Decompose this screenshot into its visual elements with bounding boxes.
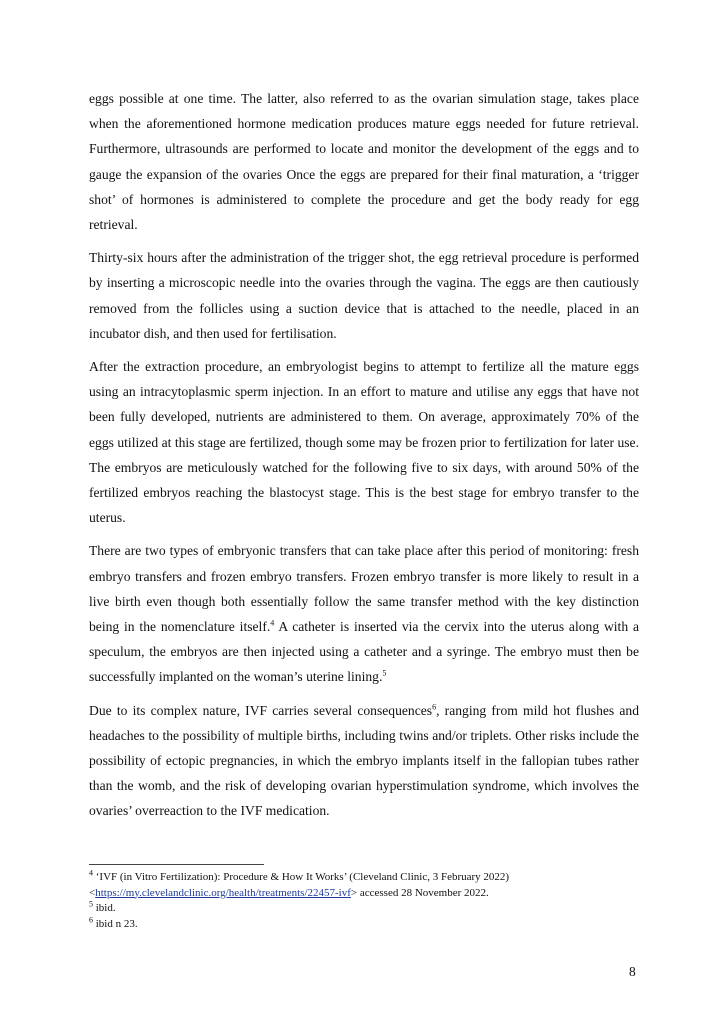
- paragraph-4-part-1: There are two types of embryonic transfers that can take place after this period of monitoring: fresh embryo transfers and frozen embryo transfers. Frozen embryo transfer is more likely to result in a live birth even though both essentially follow the same transfer method with the key distinction being in the nomenclature itself.: [89, 543, 639, 635]
- paragraph-2: Thirty-six hours after the administration of the trigger shot, the egg retrieval procedure is performed by inserting a microscopic needle into the ovaries through the vagina. The eggs are then cautiously removed from the follicles using a suction device that is attached to the needle, placed in an incubator dish, and then used for fertilisation.: [89, 250, 639, 341]
- footnote-6-text: ibid n 23.: [93, 917, 138, 930]
- paragraph-3: After the extraction procedure, an embryologist begins to attempt to fertilize all the mature eggs using an intracytoplasmic sperm injection. In an effort to mature and utilise any eggs that have not been fully developed, nutrients are administered to them. On average, approximately 70% of the eggs utilized at this stage are fertilized, though some may be frozen prior to fertilization for later use. The embryos are meticulously watched for the following five to six days, with around 50% of the fertilized embryos reaching the blastocyst stage. This is the best stage for embryo transfer to the uterus.: [89, 359, 639, 526]
- footnote-4-accessed: > accessed 28 November 2022.: [350, 886, 489, 899]
- footnote-6: [89, 914, 649, 933]
- footnote-4-text: ‘IVF (in Vitro Fertilization): Procedure & How It Works’ (Cleveland Clinic, 3 February 2022) <: [89, 871, 510, 899]
- footnote-ref-5[interactable]: 5: [382, 668, 387, 678]
- page-number: 8: [629, 964, 636, 979]
- body-text: [89, 86, 639, 832]
- footnote-4: [89, 870, 649, 901]
- footnote-separator: [89, 864, 264, 865]
- paragraph-5-part-2: , ranging from mild hot flushes and headaches to the possibility of multiple births, including twins and/or triplets. Other risks include the possibility of ectopic pregnancies, in which the embryo implants itself in the fallopian tubes rather than the womb, and the risk of developing ovarian hyperstimulation syndrome, which involves the ovaries’ overreaction to the IVF medication.: [89, 702, 639, 819]
- footnote-number: 4: [89, 868, 93, 878]
- footnotes: [89, 870, 649, 932]
- footnote-number: 6: [89, 914, 93, 924]
- footnote-5: [89, 901, 649, 917]
- paragraph-1: eggs possible at one time. The latter, also referred to as the ovarian simulation stage, takes place when the aforementioned hormone medication produces mature eggs needed for future retrieval. Furthermore, ultrasounds are performed to locate and monitor the development of the eggs and to gauge the expansion of the ovaries Once the eggs are prepared for their final maturation, a ‘trigger shot’ of hormones is administered to complete the procedure and get the body ready for egg retrieval.: [89, 91, 639, 233]
- paragraph-4-part-2: A catheter is inserted via the cervix into the uterus along with a speculum, the embryos are then injected using a catheter and a syringe. The embryo must then be successfully implanted on the woman’s uterine lining.: [89, 619, 639, 685]
- footnote-ref-4[interactable]: 4: [270, 618, 275, 628]
- footnote-5-text: ibid.: [93, 902, 116, 914]
- footnote-4-link[interactable]: https://my.clevelandclinic.org/health/treatments/22457-ivf: [95, 886, 351, 899]
- paragraph-5-part-1: Due to its complex nature, IVF carries several consequences: [89, 702, 433, 718]
- footnote-number: 5: [89, 899, 93, 909]
- paragraph-5: [89, 698, 639, 824]
- paragraph-4: [89, 538, 639, 689]
- footnote-ref-6[interactable]: 6: [432, 702, 437, 712]
